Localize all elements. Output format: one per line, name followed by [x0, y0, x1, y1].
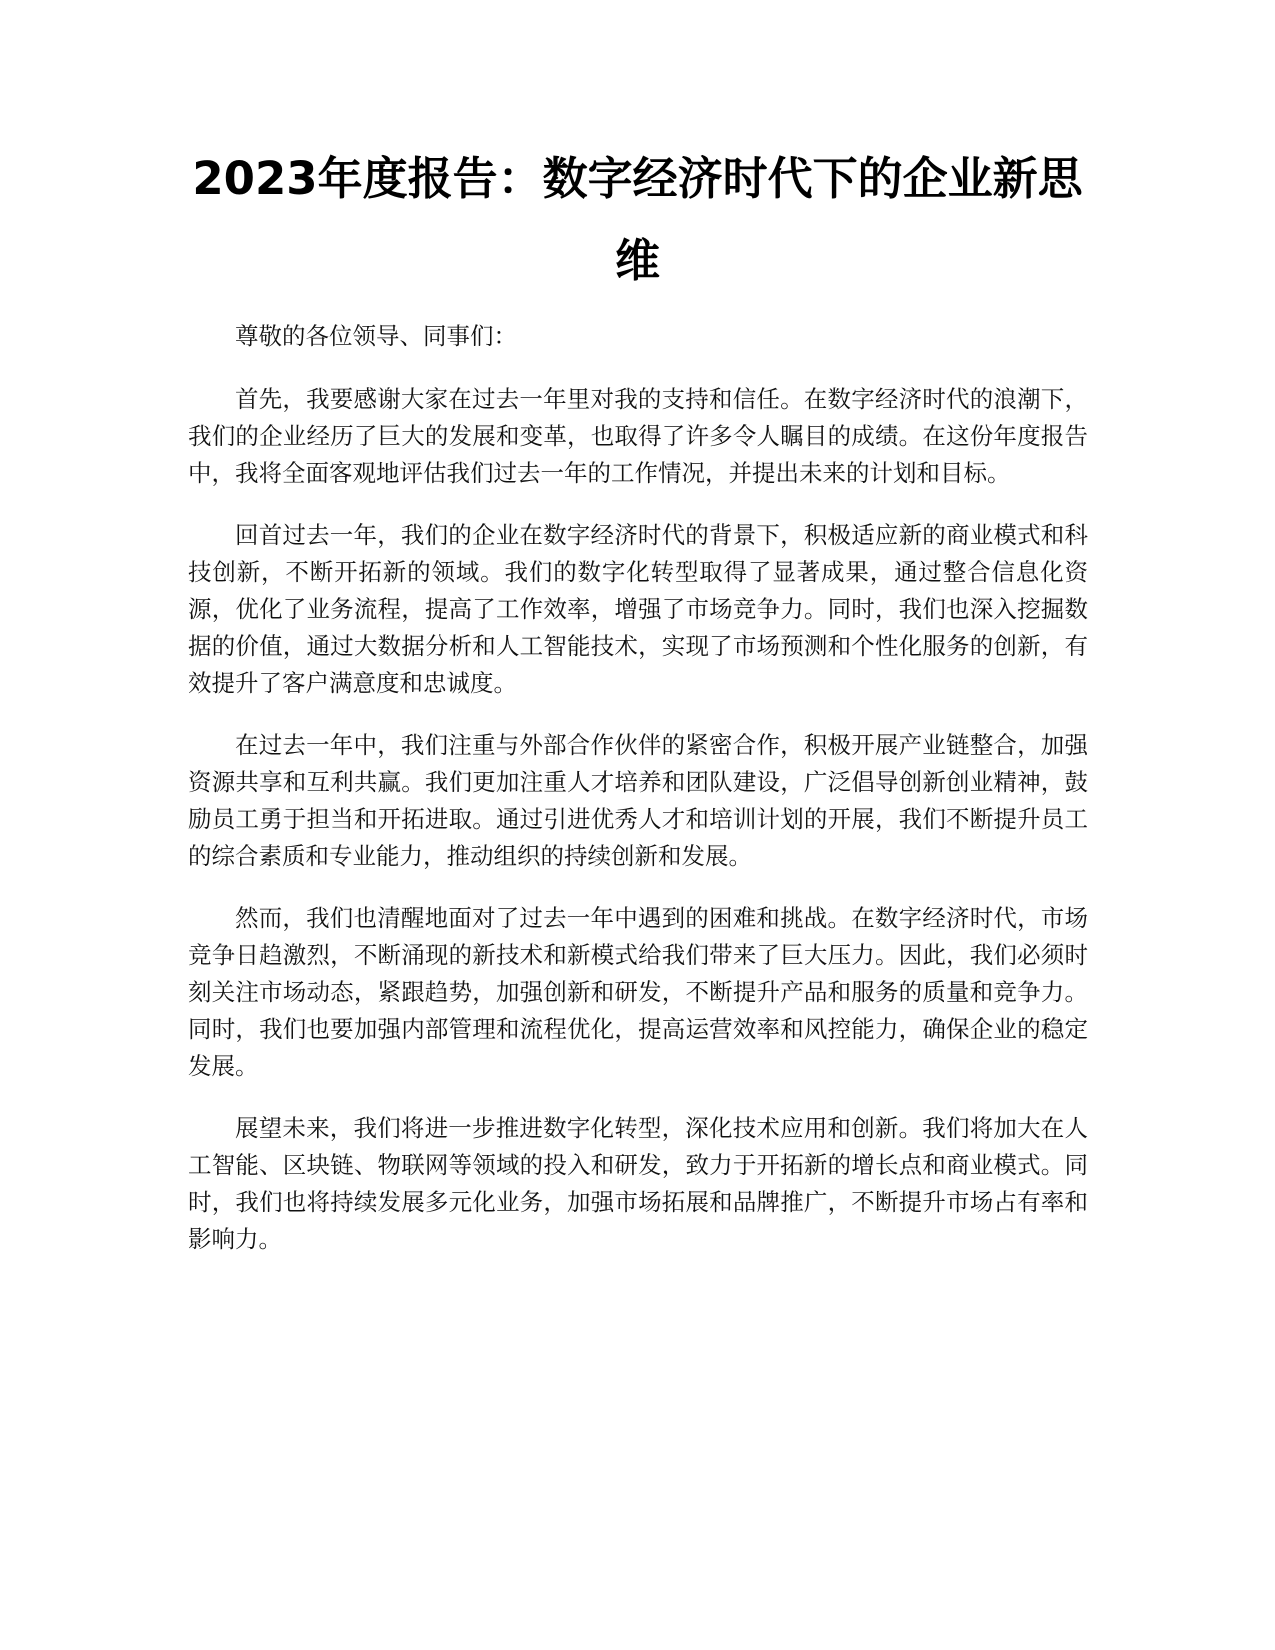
paragraph-4: 然而，我们也清醒地面对了过去一年中遇到的困难和挑战。在数字经济时代，市场竞争日趋激烈，不断涌现的新技术和新模式给我们带来了巨大压力。因此，我们必须时刻关注市场动态，紧跟趋势，加强创新和研发，不断提升产品和服务的质量和竞争力。同时，我们也要加强内部管理和流程优化，提高运营效率和风控能力，确保企业的稳定发展。	[188, 904, 1088, 1080]
paragraph-3: 在过去一年中，我们注重与外部合作伙伴的紧密合作，积极开展产业链整合，加强资源共享和互利共赢。我们更加注重人才培养和团队建设，广泛倡导创新创业精神，鼓励员工勇于担当和开拓进取。通过引进优秀人才和培训计划的开展，我们不断提升员工的综合素质和专业能力，推动组织的持续创新和发展。	[188, 731, 1088, 870]
document-title: 2023年度报告：数字经济时代下的企业新思维	[192, 152, 1083, 287]
paragraph-2: 回首过去一年，我们的企业在数字经济时代的背景下，积极适应新的商业模式和科技创新，不断开拓新的领域。我们的数字化转型取得了显著成果，通过整合信息化资源，优化了业务流程，提高了工作效率，增强了市场竞争力。同时，我们也深入挖掘数据的价值，通过大数据分析和人工智能技术，实现了市场预测和个性化服务的创新，有效提升了客户满意度和忠诚度。	[188, 521, 1088, 697]
salutation: 尊敬的各位领导、同事们：	[235, 322, 517, 350]
paragraph-1: 首先，我要感谢大家在过去一年里对我的支持和信任。在数字经济时代的浪潮下，我们的企业经历了巨大的发展和变革，也取得了许多令人瞩目的成绩。在这份年度报告中，我将全面客观地评估我们过去一年的工作情况，并提出未来的计划和目标。	[188, 385, 1088, 487]
document-body	[188, 318, 1088, 1283]
paragraph-5: 展望未来，我们将进一步推进数字化转型，深化技术应用和创新。我们将加大在人工智能、区块链、物联网等领域的投入和研发，致力于开拓新的增长点和商业模式。同时，我们也将持续发展多元化业务，加强市场拓展和品牌推广，不断提升市场占有率和影响力。	[188, 1114, 1088, 1253]
